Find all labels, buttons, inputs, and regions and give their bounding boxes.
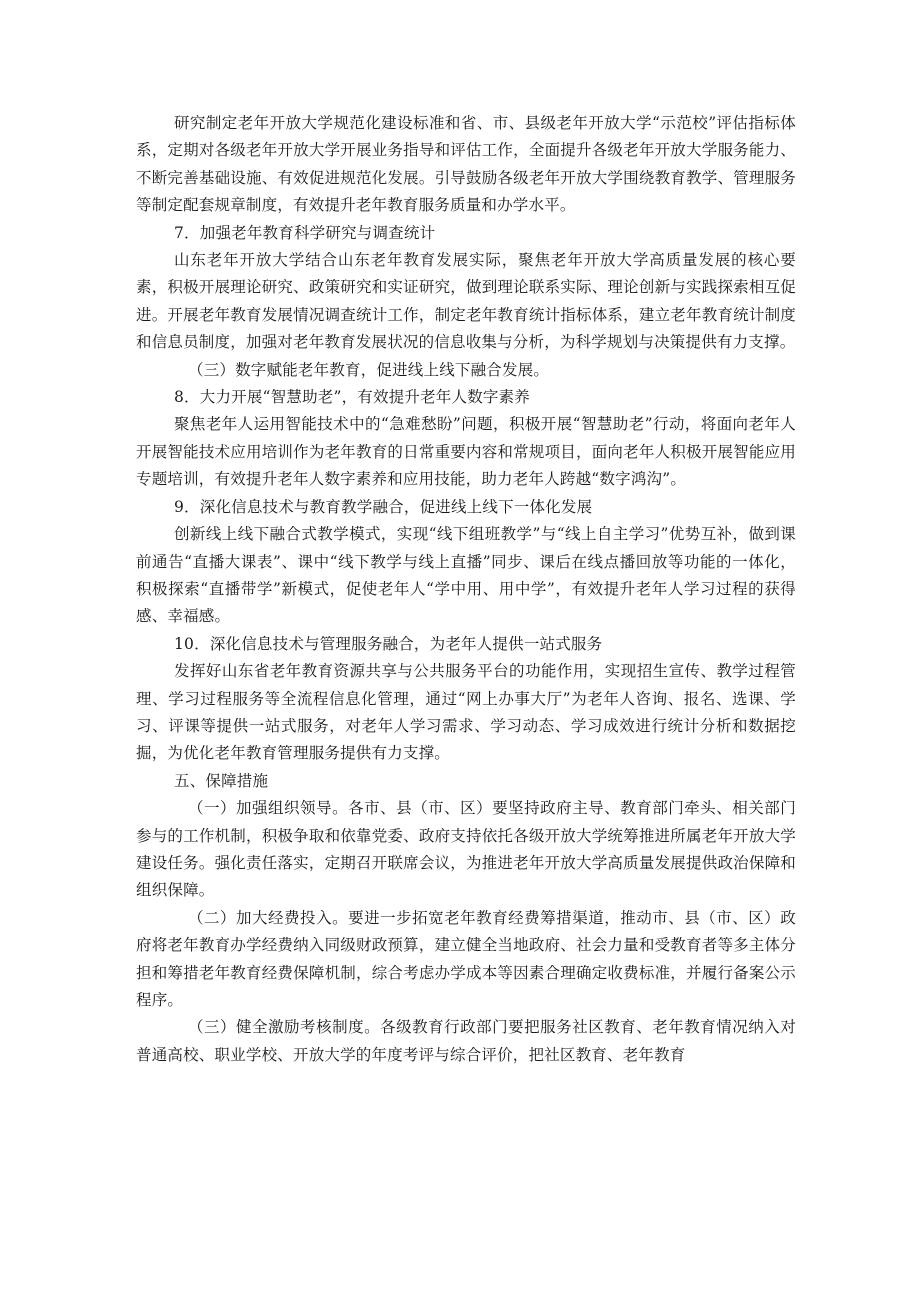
paragraph-smart-aging: 聚焦老年人运用智能技术中的“急难愁盼”问题，积极开展“智慧助老”行动，将面向老年人开展智能技术应用培训作为老年教育的日常重要内容和常规项目，面向老年人积极开展智能应用专题培训，有效提升老年人数字素养和应用技能，助力老年人跨越“数字鸿沟”。 bbox=[136, 415, 796, 489]
heading-item-7: 7．加强老年教育科学研究与调查统计 bbox=[174, 223, 436, 242]
heading-item-10: 10．深化信息技术与管理服务融合，为老年人提供一站式服务 bbox=[174, 634, 603, 653]
heading-item-9: 9．深化信息技术与教育教学融合，促进线上线下一体化发展 bbox=[174, 497, 593, 516]
paragraph-organization: （一）加强组织领导。各市、县（市、区）要坚持政府主导、教育部门牵头、相关部门参与的工作机制，积极争取和依靠党委、政府支持依托各级开放大学统筹推进所属老年开放大学建设任务。强化责任落实，定期召开联席会议，为推进老年开放大学高质量发展提供政治保障和组织保障。 bbox=[136, 799, 796, 900]
paragraph-research: 山东老年开放大学结合山东老年教育发展实际，聚焦老年开放大学高质量发展的核心要素，积极开展理论研究、政策研究和实证研究，做到理论联系实际、理论创新与实践探索相互促进。开展老年教育发展情况调查统计工作，制定老年教育统计指标体系，建立老年教育统计制度和信息员制度，加强对老年教育发展状况的信息收集与分析，为科学规划与决策提供有力支撑。 bbox=[136, 251, 796, 352]
paragraph-incentives: （三）健全激励考核制度。各级教育行政部门要把服务社区教育、老年教育情况纳入对普通高校、职业学校、开放大学的年度考评与综合评价，把社区教育、老年教育 bbox=[136, 1018, 796, 1064]
heading-safeguards: 五、保障措施 bbox=[174, 771, 269, 790]
document-page bbox=[136, 110, 796, 1069]
paragraph-teaching-integration: 创新线上线下融合式教学模式，实现“线下组班教学”与“线上自主学习”优势互补，做到课前通告“直播大课表”、课中“线下教学与线上直播”同步、课后在线点播回放等功能的一体化，积极探索“直播带学”新模式，促使老年人“学中用、用中学”，有效提升老年人学习过程的获得感、幸福感。 bbox=[136, 525, 796, 626]
heading-item-8: 8．大力开展“智慧助老”，有效提升老年人数字素养 bbox=[174, 388, 531, 407]
section-heading-digital: （三）数字赋能老年教育，促进线上线下融合发展。 bbox=[188, 360, 550, 379]
paragraph-funding: （二）加大经费投入。要进一步拓宽老年教育经费筹措渠道，推动市、县（市、区）政府将老年教育办学经费纳入同级财政预算，建立健全当地政府、社会力量和受教育者等多主体分担和筹措老年教育经费保障机制，综合考虑办学成本等因素合理确定收费标准，并履行备案公示程序。 bbox=[136, 908, 796, 1009]
paragraph-standards: 研究制定老年开放大学规范化建设标准和省、市、县级老年开放大学“示范校”评估指标体系，定期对各级老年开放大学开展业务指导和评估工作，全面提升各级老年开放大学服务能力、不断完善基础设施、有效促进规范化发展。引导鼓励各级老年开放大学围绕教育教学、管理服务等制定配套规章制度，有效提升老年教育服务质量和办学水平。 bbox=[136, 114, 796, 215]
paragraph-management-integration: 发挥好山东省老年教育资源共享与公共服务平台的功能作用，实现招生宣传、教学过程管理、学习过程服务等全流程信息化管理，通过“网上办事大厅”为老年人咨询、报名、选课、学习、评课等提供一站式服务，对老年人学习需求、学习动态、学习成效进行统计分析和数据挖掘，为优化老年教育管理服务提供有力支撑。 bbox=[136, 662, 796, 763]
